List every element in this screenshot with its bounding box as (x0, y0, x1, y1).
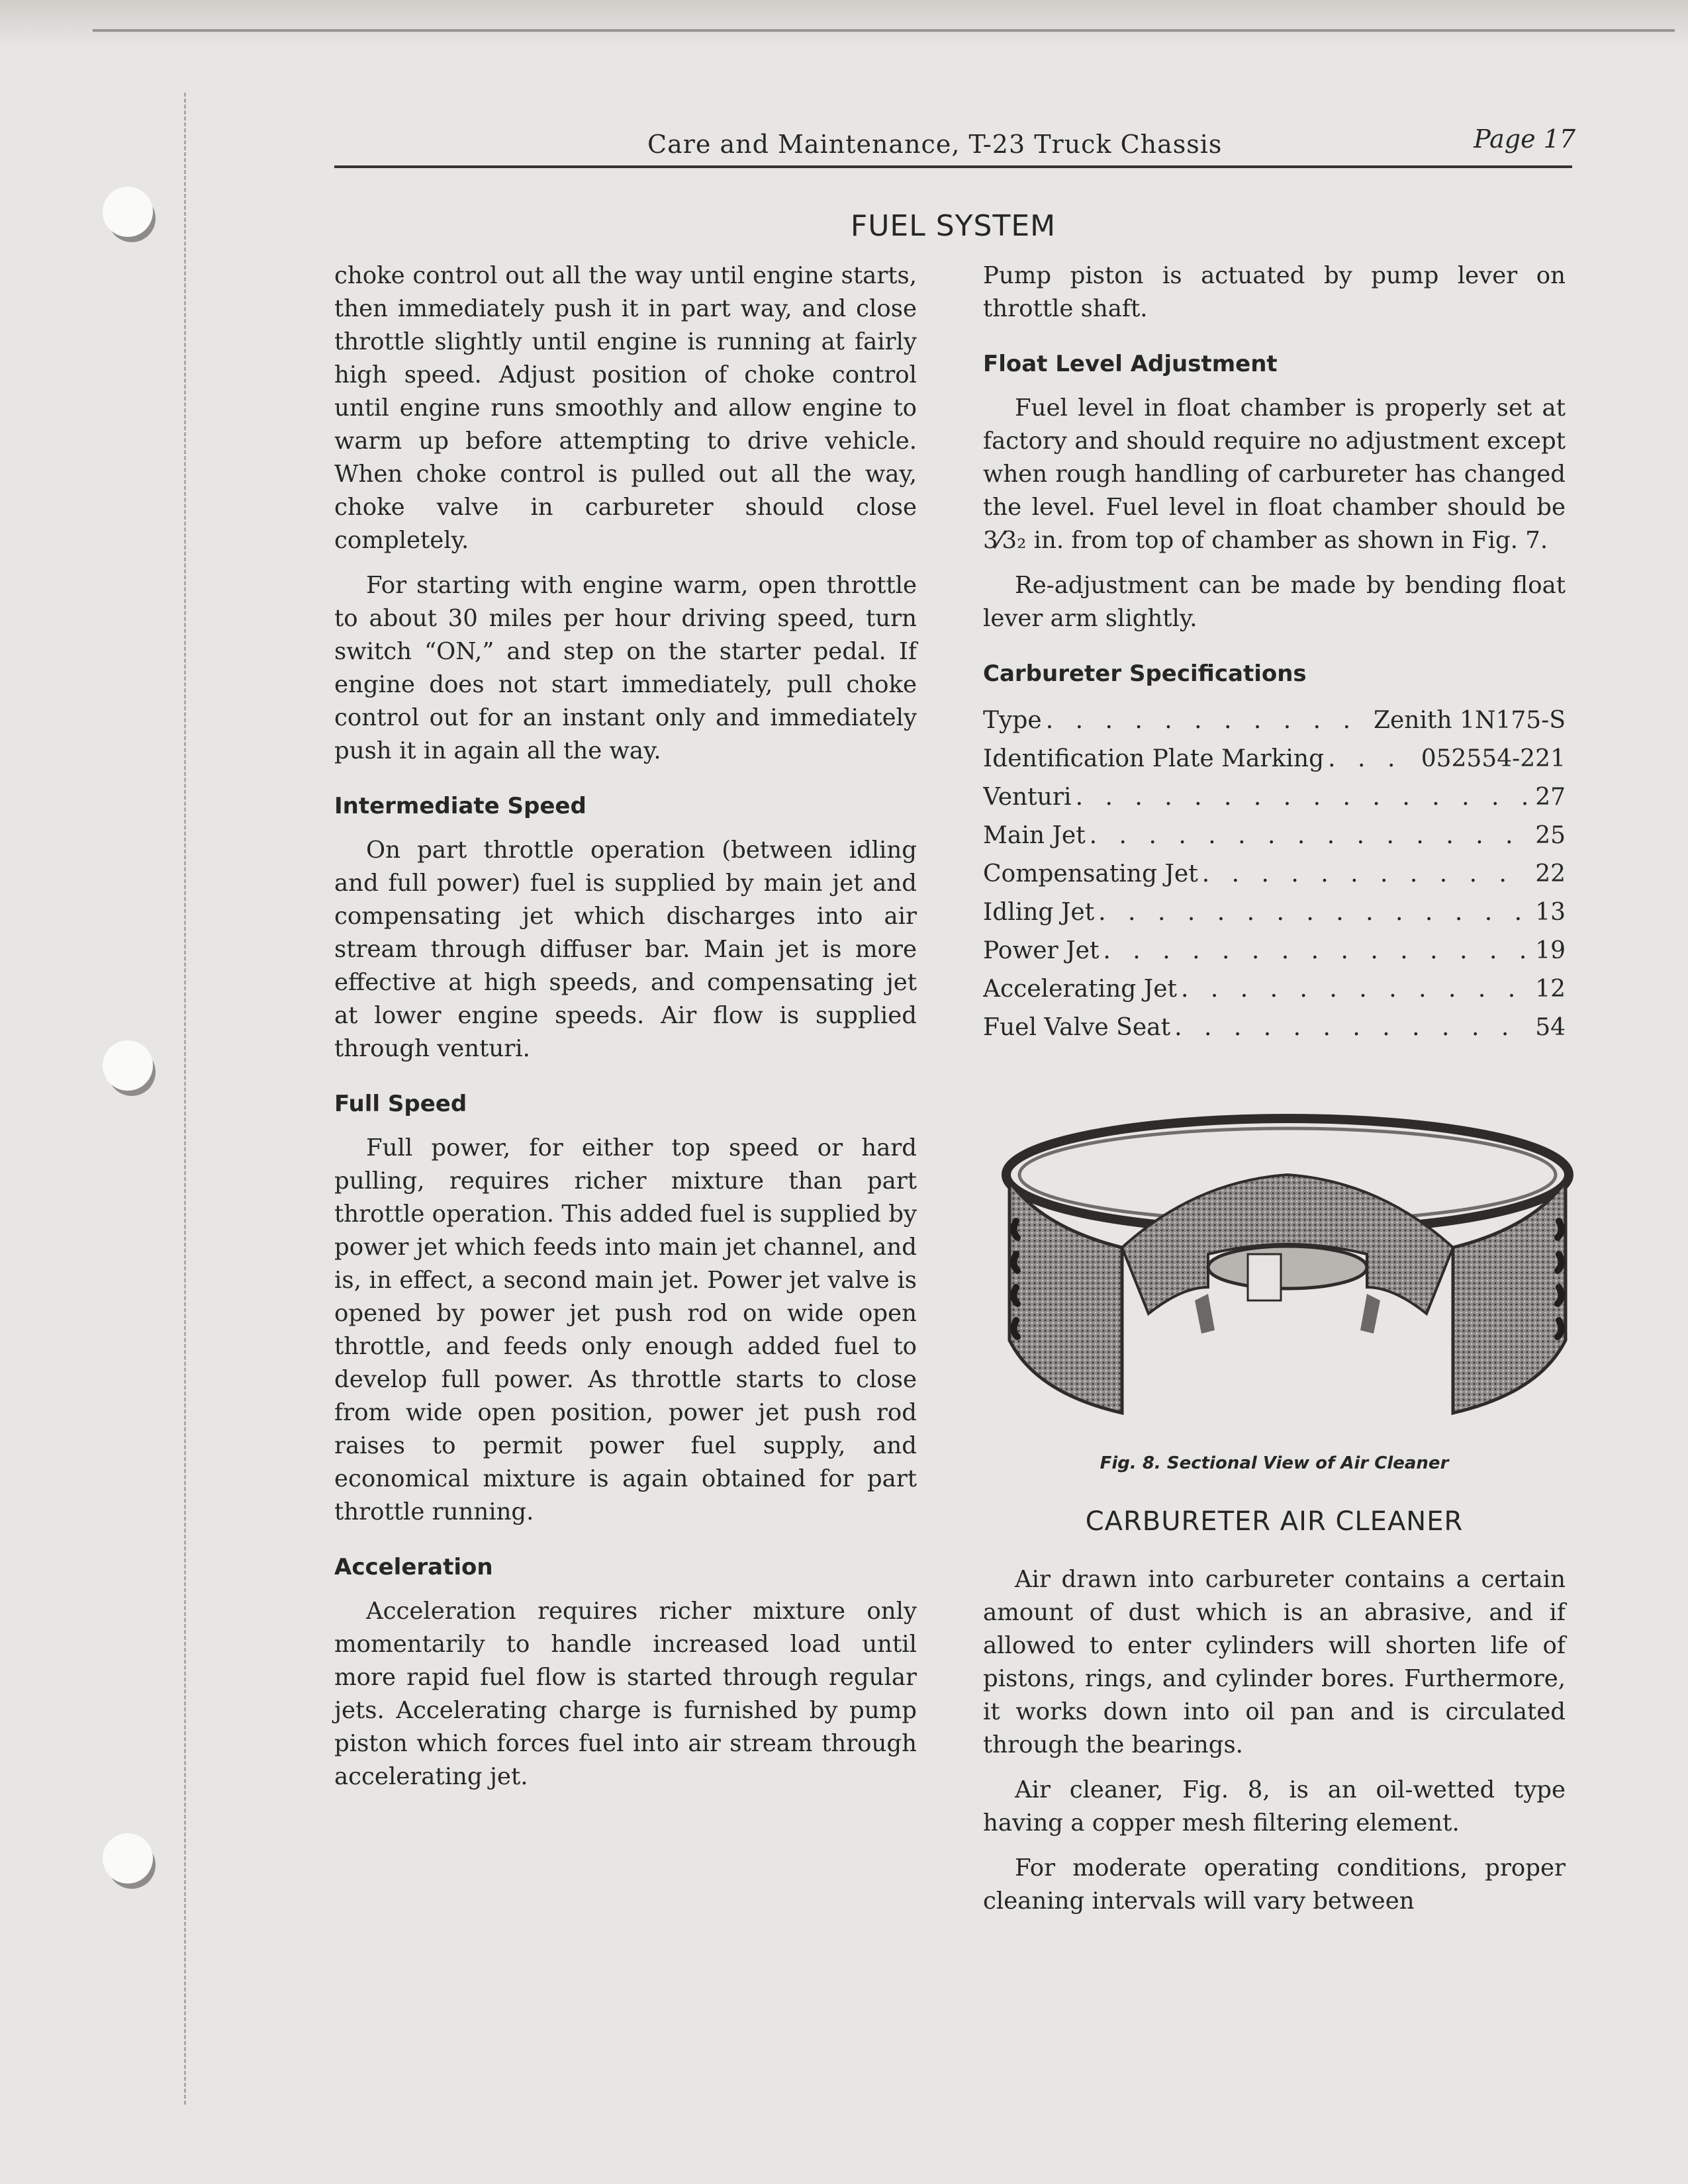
page-number: Page 17 (1474, 124, 1575, 154)
spec-row (983, 778, 1566, 817)
paragraph-warm-start: For starting with engine warm, open throttle to about 30 miles per hour driving speed, turn switch “ON,” and step on the starter pedal. If engine does not start immediately, pull choke control out for an instant only and immediately push it in again all the way. (334, 572, 917, 764)
spec-list (983, 702, 1566, 1047)
spec-value: 22 (1535, 860, 1566, 887)
heading-acceleration: Acceleration (334, 1554, 493, 1580)
spec-label: Type (983, 707, 1042, 734)
binding-margin-line (184, 93, 186, 2105)
section-title: FUEL SYSTEM (850, 209, 1056, 243)
punch-hole-middle (103, 1040, 153, 1091)
spec-row (983, 817, 1566, 855)
paragraph-float-level: Fuel level in float chamber is properly set at factory and should require no adjustment except when rough handling of carbureter has changed the level. Fuel level in float chamber should be 3⁄3₂ in. from top of chamber as shown in Fig. 7. (983, 394, 1566, 554)
spec-row (983, 893, 1566, 932)
paragraph-choke: choke control out all the way until engine starts, then immediately push it in part way, and close throttle slightly until engine is running at fairly high speed. Adjust position of choke control until engine runs smoothly and allow engine to warm up before attempting to drive vehicle. When choke control is pulled out all the way, choke valve in carbureter should close completely. (334, 262, 917, 554)
leader-dots (1103, 932, 1530, 970)
spec-value: 54 (1535, 1014, 1566, 1041)
spec-label: Accelerating Jet (983, 976, 1177, 1003)
paragraph-pump-piston: Pump piston is actuated by pump lever on throttle shaft. (983, 262, 1566, 322)
spec-label: Venturi (983, 784, 1072, 811)
spec-label: Power Jet (983, 937, 1100, 964)
spec-value: 27 (1535, 784, 1566, 811)
air-cleaner-title: CARBURETER AIR CLEANER (1085, 1506, 1464, 1537)
leader-dots (1202, 855, 1530, 893)
heading-float-level: Float Level Adjustment (983, 351, 1278, 377)
paragraph-acceleration: Acceleration requires richer mixture only momentarily to handle increased load until more rapid fuel flow is started through regular jets. Accelerating charge is furnished by pump piston which forces fuel into air stream through accelerating jet. (334, 1598, 917, 1790)
left-column (334, 259, 917, 1794)
spec-label: Compensating Jet (983, 860, 1198, 887)
leader-dots (1174, 1009, 1530, 1047)
leader-dots (1090, 817, 1530, 855)
spec-label: Idling Jet (983, 899, 1095, 926)
figure-caption: Fig. 8. Sectional View of Air Cleaner (1100, 1453, 1449, 1473)
leader-dots (1181, 970, 1530, 1009)
spec-row (983, 1009, 1566, 1047)
spec-value: Zenith 1N175-S (1373, 707, 1566, 734)
paragraph-air-cleaner-dust: Air drawn into carbureter contains a certain amount of dust which is an abrasive, and if allowed to enter cylinders will shorten life of pistons, rings, and cylinder bores. Furthermore, it works down into oil pan and is circulated through the bearings. (983, 1566, 1566, 1758)
spec-value: 12 (1535, 976, 1566, 1003)
spec-value: 052554-221 (1421, 745, 1566, 772)
paragraph-cleaning-intervals: For moderate operating conditions, proper cleaning intervals will vary between (983, 1854, 1566, 1915)
air-cleaner-illustration (996, 1102, 1579, 1439)
spec-row (983, 702, 1566, 740)
scan-top-rule (93, 29, 1675, 32)
paragraph-air-cleaner-type: Air cleaner, Fig. 8, is an oil-wetted type having a copper mesh filtering element. (983, 1776, 1566, 1837)
spec-value: 25 (1535, 822, 1566, 849)
paragraph-full-speed: Full power, for either top speed or hard pulling, requires richer mixture than part throttle operation. This added fuel is supplied by power jet which feeds into main jet channel, and is, in effect, a second main jet. Power jet valve is opened by power jet push rod on wide open throttle, and feeds only enough added fuel to develop full power. As throttle starts to close from wide open position, power jet push rod raises to permit power fuel supply, and economical mixture is again obtained for part throttle running. (334, 1134, 917, 1525)
spec-row (983, 932, 1566, 970)
leader-dots (1328, 740, 1416, 778)
spec-value: 19 (1535, 937, 1566, 964)
air-cleaner-body (983, 1563, 1566, 1918)
leader-dots (1098, 893, 1530, 932)
spec-label: Identification Plate Marking (983, 745, 1325, 772)
heading-full-speed: Full Speed (334, 1091, 467, 1117)
heading-carbureter-specs: Carbureter Specifications (983, 660, 1307, 687)
page-header (331, 124, 1575, 161)
heading-intermediate-speed: Intermediate Speed (334, 793, 586, 819)
leader-dots (1046, 702, 1368, 740)
scan-top-edge (0, 0, 1688, 46)
paragraph-readjustment: Re-adjustment can be made by bending float lever arm slightly. (983, 572, 1566, 632)
spec-value: 13 (1535, 899, 1566, 926)
paragraph-intermediate-speed: On part throttle operation (between idling and full power) fuel is supplied by main jet and compensating jet which discharges into air stream through diffuser bar. Main jet is more effective at high speeds, and compensating jet at lower engine speeds. Air flow is supplied through venturi. (334, 837, 917, 1062)
spec-label: Main Jet (983, 822, 1086, 849)
spec-row (983, 970, 1566, 1009)
spec-row (983, 855, 1566, 893)
spec-label: Fuel Valve Seat (983, 1014, 1171, 1041)
header-rule (334, 165, 1572, 168)
punch-hole-bottom (103, 1833, 153, 1884)
right-column (983, 259, 1566, 1047)
running-title: Care and Maintenance, T-23 Truck Chassis (647, 130, 1223, 159)
leader-dots (1076, 778, 1530, 817)
spec-row (983, 740, 1566, 778)
